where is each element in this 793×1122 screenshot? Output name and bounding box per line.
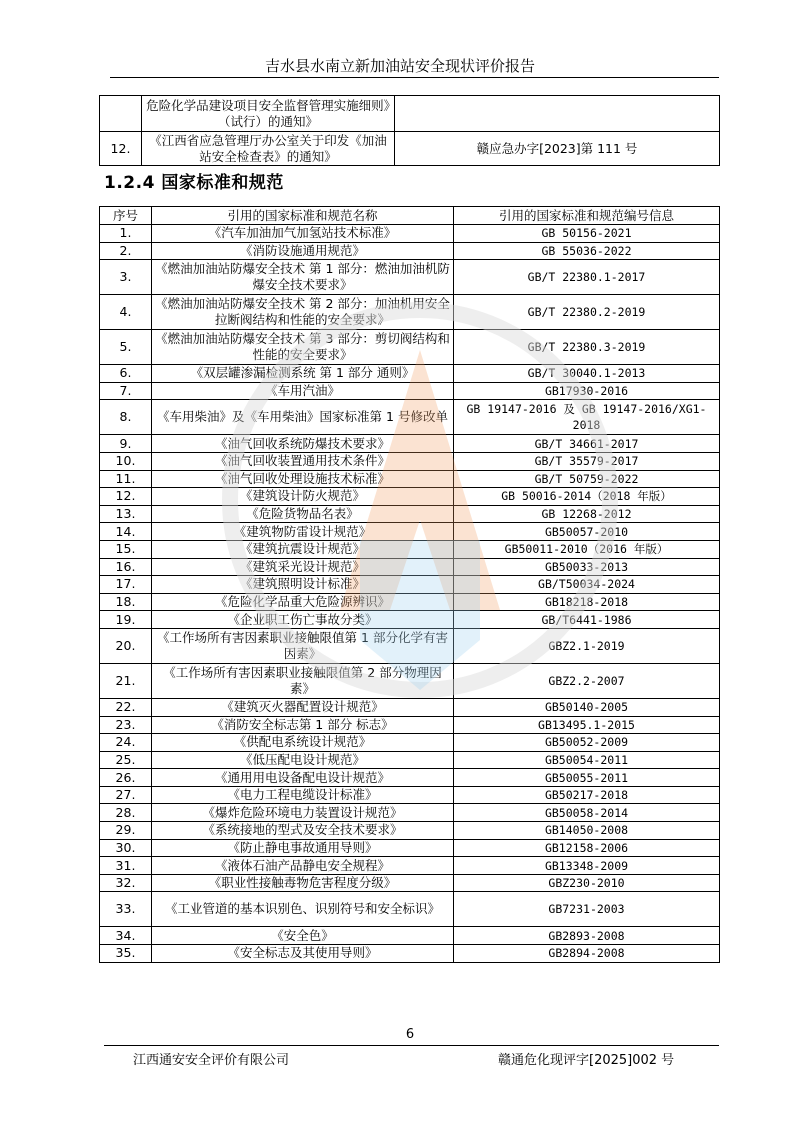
cell-code: GB/T6441-1986 [454, 611, 720, 629]
cell-no: 3. [100, 260, 152, 295]
table-row [100, 663, 720, 698]
table-row [100, 470, 720, 488]
table-row [100, 839, 720, 857]
cell-code: GB/T50034-2024 [454, 576, 720, 594]
cell-name: 《电力工程电缆设计标准》 [152, 786, 454, 804]
footer-report-number: 赣通危化现评字[2025]002 号 [498, 1053, 675, 1068]
continued-cell-name: 《江西省应急管理厅办公室关于印发《加油站安全检查表》的通知》 [142, 132, 395, 166]
table-row [100, 786, 720, 804]
cell-no: 1. [100, 225, 152, 243]
cell-no: 29. [100, 822, 152, 840]
cell-name: 《工作场所有害因素职业接触限值第 2 部分物理因素》 [152, 663, 454, 698]
cell-name: 《建筑设计防火规范》 [152, 488, 454, 506]
cell-no: 10. [100, 452, 152, 470]
table-row [100, 769, 720, 787]
table-header-row [100, 207, 720, 225]
header-code: 引用的国家标准和规范编号信息 [454, 207, 720, 225]
cell-code: GB50057-2010 [454, 523, 720, 541]
cell-code: GB50033-2013 [454, 558, 720, 576]
cell-code: GBZ2.2-2007 [454, 663, 720, 698]
page-number: 6 [405, 1027, 415, 1042]
cell-no: 12. [100, 488, 152, 506]
cell-no: 23. [100, 716, 152, 734]
cell-name: 《职业性接触毒物危害程度分级》 [152, 874, 454, 892]
cell-no: 33. [100, 892, 152, 927]
table-row [100, 540, 720, 558]
cell-code: GB2893-2008 [454, 927, 720, 945]
cell-name: 《工作场所有害因素职业接触限值第 1 部分化学有害因素》 [152, 628, 454, 663]
table-row [100, 611, 720, 629]
cell-name: 《低压配电设计规范》 [152, 751, 454, 769]
cell-code: GB50011-2010（2016 年版） [454, 540, 720, 558]
cell-name: 《双层罐渗漏检测系统 第 1 部分 通则》 [152, 365, 454, 383]
cell-name: 《燃油加油站防爆安全技术 第 3 部分：剪切阀结构和性能的安全要求》 [152, 330, 454, 365]
cell-code: GBZ230-2010 [454, 874, 720, 892]
cell-code: GB 50016-2014（2018 年版） [454, 488, 720, 506]
cell-no: 30. [100, 839, 152, 857]
cell-no: 16. [100, 558, 152, 576]
cell-code: GB/T 50759-2022 [454, 470, 720, 488]
cell-name: 《油气回收系统防爆技术要求》 [152, 435, 454, 453]
cell-no: 17. [100, 576, 152, 594]
cell-no: 7. [100, 382, 152, 400]
cell-code: GB50217-2018 [454, 786, 720, 804]
cell-name: 《系统接地的型式及安全技术要求》 [152, 822, 454, 840]
cell-code: GB 12268-2012 [454, 505, 720, 523]
cell-code: GB 19147-2016 及 GB 19147-2016/XG1-2018 [454, 400, 720, 435]
cell-code: GB 55036-2022 [454, 242, 720, 260]
cell-no: 22. [100, 698, 152, 716]
cell-no: 26. [100, 769, 152, 787]
cell-name: 《油气回收处理设施技术标准》 [152, 470, 454, 488]
cell-name: 《燃油加油站防爆安全技术 第 2 部分：加油机用安全拉断阀结构和性能的安全要求》 [152, 295, 454, 330]
continued-cell-no: 12. [100, 132, 142, 166]
table-row [100, 945, 720, 963]
cell-no: 34. [100, 927, 152, 945]
cell-name: 《车用汽油》 [152, 382, 454, 400]
cell-code: GB50055-2011 [454, 769, 720, 787]
cell-code: GB18218-2018 [454, 593, 720, 611]
cell-code: GB/T 22380.3-2019 [454, 330, 720, 365]
cell-no: 8. [100, 400, 152, 435]
cell-name: 《防止静电事故通用导则》 [152, 839, 454, 857]
cell-no: 4. [100, 295, 152, 330]
table-row [100, 593, 720, 611]
table-row [100, 242, 720, 260]
cell-no: 31. [100, 857, 152, 875]
cell-name: 《工业管道的基本识别色、识别符号和安全标识》 [152, 892, 454, 927]
cell-name: 《危险货物品名表》 [152, 505, 454, 523]
footer-company: 江西通安安全评价有限公司 [133, 1053, 290, 1068]
cell-no: 35. [100, 945, 152, 963]
cell-no: 5. [100, 330, 152, 365]
cell-code: GB13495.1-2015 [454, 716, 720, 734]
cell-no: 32. [100, 874, 152, 892]
table-row [100, 716, 720, 734]
cell-code: GB 50156-2021 [454, 225, 720, 243]
table-row [100, 435, 720, 453]
table-row [100, 295, 720, 330]
cell-name: 《通用用电设备配电设计规范》 [152, 769, 454, 787]
cell-code: GB/T 22380.1-2017 [454, 260, 720, 295]
table-row [100, 576, 720, 594]
cell-no: 27. [100, 786, 152, 804]
cell-name: 《消防设施通用规范》 [152, 242, 454, 260]
cell-name: 《安全标志及其使用导则》 [152, 945, 454, 963]
table-row [100, 804, 720, 822]
table-row [100, 628, 720, 663]
table-row [100, 382, 720, 400]
cell-no: 6. [100, 365, 152, 383]
cell-name: 《危险化学品重大危险源辨识》 [152, 593, 454, 611]
running-header-title: 吉水县水南立新加油站安全现状评价报告 [264, 57, 535, 75]
table-row [100, 523, 720, 541]
table-row [100, 505, 720, 523]
cell-no: 15. [100, 540, 152, 558]
cell-no: 28. [100, 804, 152, 822]
continued-row [100, 96, 720, 132]
cell-name: 《液体石油产品静电安全规程》 [152, 857, 454, 875]
cell-name: 《建筑照明设计标准》 [152, 576, 454, 594]
table-row [100, 225, 720, 243]
continued-cell-code: 赣应急办字[2023]第 111 号 [395, 132, 720, 166]
table-row [100, 822, 720, 840]
header-name: 引用的国家标准和规范名称 [152, 207, 454, 225]
cell-name: 《供配电系统设计规范》 [152, 734, 454, 752]
cell-name: 《消防安全标志第 1 部分 标志》 [152, 716, 454, 734]
table-row [100, 330, 720, 365]
cell-code: GB/T 34661-2017 [454, 435, 720, 453]
continued-row [100, 132, 720, 166]
table-row [100, 874, 720, 892]
cell-code: GBZ2.1-2019 [454, 628, 720, 663]
continued-cell-code [395, 96, 720, 132]
cell-no: 25. [100, 751, 152, 769]
continued-cell-no [100, 96, 142, 132]
cell-name: 《建筑灭火器配置设计规范》 [152, 698, 454, 716]
table-row [100, 452, 720, 470]
table-row [100, 400, 720, 435]
cell-code: GB50052-2009 [454, 734, 720, 752]
footer-rule [104, 1045, 719, 1046]
table-row [100, 260, 720, 295]
table-row [100, 558, 720, 576]
table-row [100, 698, 720, 716]
cell-no: 20. [100, 628, 152, 663]
table-row [100, 365, 720, 383]
cell-code: GB/T 35579-2017 [454, 452, 720, 470]
cell-code: GB13348-2009 [454, 857, 720, 875]
cell-no: 18. [100, 593, 152, 611]
cell-code: GB7231-2003 [454, 892, 720, 927]
header-seq: 序号 [100, 207, 152, 225]
cell-code: GB12158-2006 [454, 839, 720, 857]
table-row [100, 488, 720, 506]
table-row [100, 927, 720, 945]
cell-no: 2. [100, 242, 152, 260]
cell-name: 《建筑采光设计规范》 [152, 558, 454, 576]
cell-name: 《汽车加油加气加氢站技术标准》 [152, 225, 454, 243]
cell-code: GB14050-2008 [454, 822, 720, 840]
cell-no: 9. [100, 435, 152, 453]
cell-code: GB50058-2014 [454, 804, 720, 822]
cell-name: 《爆炸危险环境电力装置设计规范》 [152, 804, 454, 822]
cell-name: 《燃油加油站防爆安全技术 第 1 部分：燃油加油机防爆安全技术要求》 [152, 260, 454, 295]
cell-code: GB2894-2008 [454, 945, 720, 963]
continued-regulations-table [99, 95, 720, 166]
header-rule [110, 77, 719, 78]
table-row [100, 857, 720, 875]
cell-code: GB50140-2005 [454, 698, 720, 716]
table-row [100, 892, 720, 927]
cell-no: 21. [100, 663, 152, 698]
cell-no: 19. [100, 611, 152, 629]
cell-no: 13. [100, 505, 152, 523]
cell-code: GB17930-2016 [454, 382, 720, 400]
national-standards-table [99, 206, 720, 963]
cell-name: 《安全色》 [152, 927, 454, 945]
cell-code: GB/T 30040.1-2013 [454, 365, 720, 383]
cell-name: 《企业职工伤亡事故分类》 [152, 611, 454, 629]
cell-name: 《建筑物防雷设计规范》 [152, 523, 454, 541]
cell-code: GB50054-2011 [454, 751, 720, 769]
cell-name: 《油气回收装置通用技术条件》 [152, 452, 454, 470]
continued-cell-name: 危险化学品建设项目安全监督管理实施细则》（试行）的通知》 [142, 96, 395, 132]
cell-no: 11. [100, 470, 152, 488]
table-row [100, 751, 720, 769]
cell-no: 14. [100, 523, 152, 541]
cell-no: 24. [100, 734, 152, 752]
table-row [100, 734, 720, 752]
cell-name: 《建筑抗震设计规范》 [152, 540, 454, 558]
cell-code: GB/T 22380.2-2019 [454, 295, 720, 330]
section-heading: 1.2.4 国家标准和规范 [104, 173, 284, 193]
cell-name: 《车用柴油》及《车用柴油》国家标准第 1 号修改单 [152, 400, 454, 435]
